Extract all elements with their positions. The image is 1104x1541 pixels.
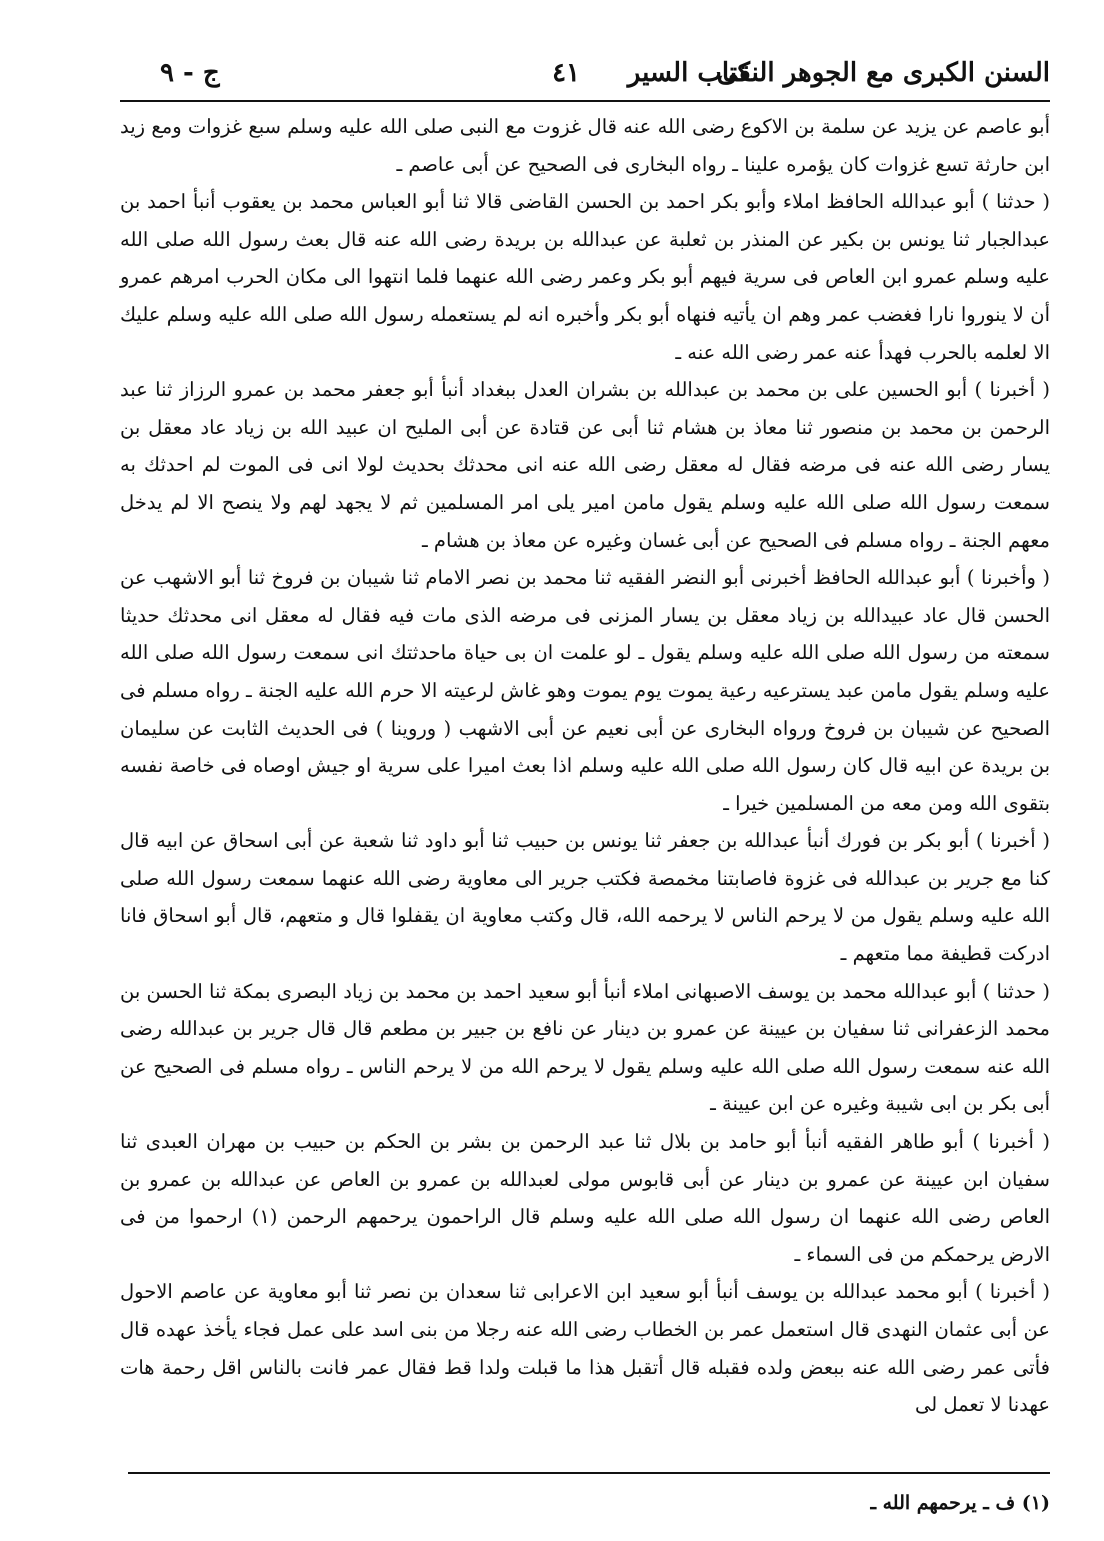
paragraph: ( وأخبرنا ) أبو عبدالله الحافظ أخبرنى أبو النضر الفقيه ثنا محمد بن نصر الامام ثنا شيبان بن فروخ ثنا أبو الاشهب عن الحسن قال عاد عبيدالله بن زياد معقل بن يسار المزنى فى مرضه الذى مات فيه فقال له معقل انى محدثك حديثا سمعته من رسول الله صلى الله عليه وسلم يقول ـ لو علمت ان بى حياة ماحدثتك انى سمعت رسول الله صلى الله عليه وسلم يقول مامن عبد يسترعيه رعية يموت يوم يموت وهو غاش لرعيته الا حرم الله عليه الجنة ـ رواه مسلم فى الصحيح عن شيبان بن فروخ ورواه البخارى عن أبى نعيم عن أبى الاشهب ( وروينا ) فى الحديث الثابت عن سليمان بن بريدة عن ابيه قال كان رسول الله صلى الله عليه وسلم اذا بعث اميرا على سرية او جيش اوصاه فى خاصة نفسه بتقوى الله ومن معه من المسلمين خيرا ـ — [120, 566, 1050, 815]
paragraph: ( حدثنا ) أبو عبدالله محمد بن يوسف الاصبهانى املاء أنبأ أبو سعيد احمد بن محمد بن زياد البصرى بمكة ثنا الحسن بن محمد الزعفرانى ثنا سفيان بن عيينة عن عمرو بن دينار عن نافع بن جبير بن مطعم قال قال جرير بن عبدالله رضى الله عنه سمعت رسول الله صلى الله عليه وسلم يقول لا يرحم الله من لا يرحم الناس ـ رواه مسلم فى الصحيح عن أبى بكر بن ابى شيبة وغيره عن ابن عيينة ـ — [120, 979, 1050, 1116]
section-title: كتاب السير — [627, 58, 750, 88]
footnote-divider — [128, 1472, 1050, 1474]
volume-label: ج - ٩ — [160, 58, 220, 88]
paragraph: ( حدثنا ) أبو عبدالله الحافظ املاء وأبو بكر احمد بن الحسن القاضى قالا ثنا أبو العباس محمد بن يعقوب أنبأ احمد بن عبدالجبار ثنا يونس بن بكير عن المنذر بن ثعلبة عن عبدالله بن بريدة رضى الله عنه قال بعث رسول الله صلى الله عليه وسلم عمرو ابن العاص فى سرية فيهم أبو بكر وعمر رضى الله عنهما فلما انتهوا الى مكان الحرب امرهم عمرو أن لا ينوروا نارا فغضب عمر وهم ان يأتيه فنهاه أبو بكر وأخبره انه لم يستعمله رسول الله صلى الله عليه وسلم عليك الا لعلمه بالحرب فهدأ عنه عمر رضى الله عنه ـ — [120, 190, 1050, 364]
footnote: (١) ف ـ يرحمهم الله ـ — [870, 1492, 1050, 1514]
paragraph: ( أخبرنا ) أبو الحسين على بن محمد بن عبدالله بن بشران العدل ببغداد أنبأ أبو جعفر محمد بن عمرو الرزاز ثنا عبد الرحمن بن محمد بن منصور ثنا معاذ بن هشام ثنا أبى عن قتادة عن أبى المليح ان عبيد الله بن زياد عاد معقل بن يسار رضى الله عنه فى مرضه فقال له معقل رضى الله عنه انى محدثك بحديث لولا انى فى الموت لم احدثك به سمعت رسول الله صلى الله عليه وسلم يقول مامن امير يلى امر المسلمين ثم لا يجهد لهم ولا ينصح الا لم يدخل معهم الجنة ـ رواه مسلم فى الصحيح عن أبى غسان وغيره عن معاذ بن هشام ـ — [120, 378, 1050, 552]
main-text — [120, 108, 1050, 1424]
book-title: السنن الكبرى مع الجوهر النقى — [716, 58, 1050, 88]
paragraph: أبو عاصم عن يزيد عن سلمة بن الاكوع رضى الله عنه قال غزوت مع النبى صلى الله عليه وسلم سبع غزوات ومع زيد ابن حارثة تسع غزوات كان يؤمره علينا ـ رواه البخارى فى الصحيح عن أبى عاصم ـ — [120, 115, 1050, 176]
paragraph: ( أخبرنا ) أبو طاهر الفقيه أنبأ أبو حامد بن بلال ثنا عبد الرحمن بن بشر بن الحكم بن حبيب بن مهران العبدى ثنا سفيان ابن عيينة عن عمرو بن دينار عن أبى قابوس مولى لعبدالله بن عمرو بن العاص عن عبدالله بن عمرو بن العاص رضى الله عنهما ان رسول الله صلى الله عليه وسلم قال الراحمون يرحمهم الرحمن (١) ارحموا من فى الارض يرحمكم من فى السماء ـ — [120, 1130, 1050, 1266]
page — [120, 48, 1050, 1518]
paragraph: ( أخبرنا ) أبو بكر بن فورك أنبأ عبدالله بن جعفر ثنا يونس بن حبيب ثنا أبو داود ثنا شعبة عن أبى اسحاق عن ابيه قال كنا مع جرير بن عبدالله فى غزوة فاصابتنا مخمصة فكتب جرير الى معاوية رضى الله عنهما سمعت رسول الله صلى الله عليه وسلم يقول من لا يرحم الناس لا يرحمه الله، قال وكتب معاوية ان يقفلوا قال و متعهم، قال أبو اسحاق فانا ادركت قطيفة مما متعهم ـ — [120, 829, 1050, 966]
page-number: ٤١ — [552, 58, 580, 88]
page-header — [120, 48, 1050, 102]
paragraph: ( أخبرنا ) أبو محمد عبدالله بن يوسف أنبأ أبو سعيد ابن الاعرابى ثنا سعدان بن نصر ثنا أبو معاوية عن عاصم الاحول عن أبى عثمان النهدى قال استعمل عمر بن الخطاب رضى الله عنه رجلا من بنى اسد على عمل فجاء يأخذ عهده قال فأتى عمر رضى الله عنه ببعض ولده فقبله قال أتقبل هذا ما قبلت ولدا قط فقال عمر فانت بالناس اقل رحمة هات عهدنا لا تعمل لى — [120, 1280, 1050, 1417]
